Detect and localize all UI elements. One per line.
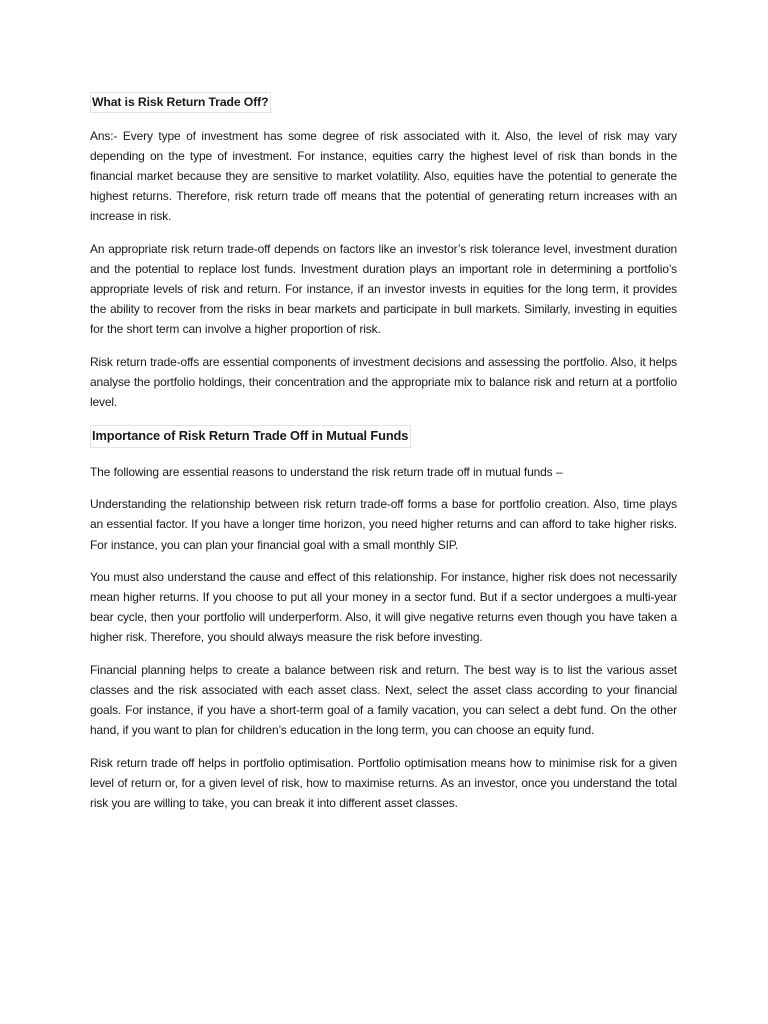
paragraph: Risk return trade-offs are essential components of investment decisions and assessing the portfolio. Also, it helps analyse the portfolio holdings, their concentration and the appropriate mix to balance risk and return at a portfolio level. bbox=[90, 354, 677, 410]
paragraph: Risk return trade off helps in portfolio optimisation. Portfolio optimisation means how to minimise risk for a given level of return or, for a given level of risk, how to maximise returns. As an investor, once you understand the total risk you are willing to take, you can break it into different asset classes. bbox=[90, 755, 677, 811]
paragraph: Financial planning helps to create a balance between risk and return. The best way is to list the various asset classes and the risk associated with each asset class. Next, select the asset class according to your financial goals. For instance, if you have a short-term goal of a family vacation, you can select a debt fund. On the other hand, if you want to plan for children’s education in the long term, you can choose an equity fund. bbox=[90, 662, 677, 738]
section-heading-importance: Importance of Risk Return Trade Off in Mutual Funds bbox=[90, 425, 411, 448]
paragraph: You must also understand the cause and effect of this relationship. For instance, higher risk does not necessarily mean higher returns. If you choose to put all your money in a sector fund. But if a sector undergoes a multi-year bear cycle, then your portfolio will underperform. Also, it will give negative returns even though you have taken a higher risk. Therefore, you should always measure the risk before investing. bbox=[90, 570, 677, 645]
paragraph: The following are essential reasons to understand the risk return trade off in mutual funds – bbox=[90, 464, 563, 479]
paragraph: An appropriate risk return trade-off depends on factors like an investor’s risk tolerance level, investment duration and the potential to replace lost funds. Investment duration plays an important role in determining a portfolio’s appropriate levels of risk and return. For instance, if an investor invests in equities for the long term, it provides the ability to recover from the risks in bear markets and participate in bull markets. Similarly, investing in equities for the short term can involve a higher proportion of risk. bbox=[90, 241, 677, 337]
section-heading-risk-return-trade-off: What is Risk Return Trade Off? bbox=[90, 92, 271, 113]
paragraph: Ans:- Every type of investment has some degree of risk associated with it. Also, the level of risk may vary depending on the type of investment. For instance, equities carry the highest level of risk than bonds in the financial market because they are sensitive to market volatility. Also, equities have the potential to generate the highest returns. Therefore, risk return trade off means that the potential of generating return increases with an increase in risk. bbox=[90, 129, 677, 224]
paragraph: Understanding the relationship between risk return trade-off forms a base for portfolio creation. Also, time plays an essential factor. If you have a longer time horizon, you need higher returns and can afford to take higher risks. For instance, you can plan your financial goal with a small monthly SIP. bbox=[90, 497, 677, 552]
